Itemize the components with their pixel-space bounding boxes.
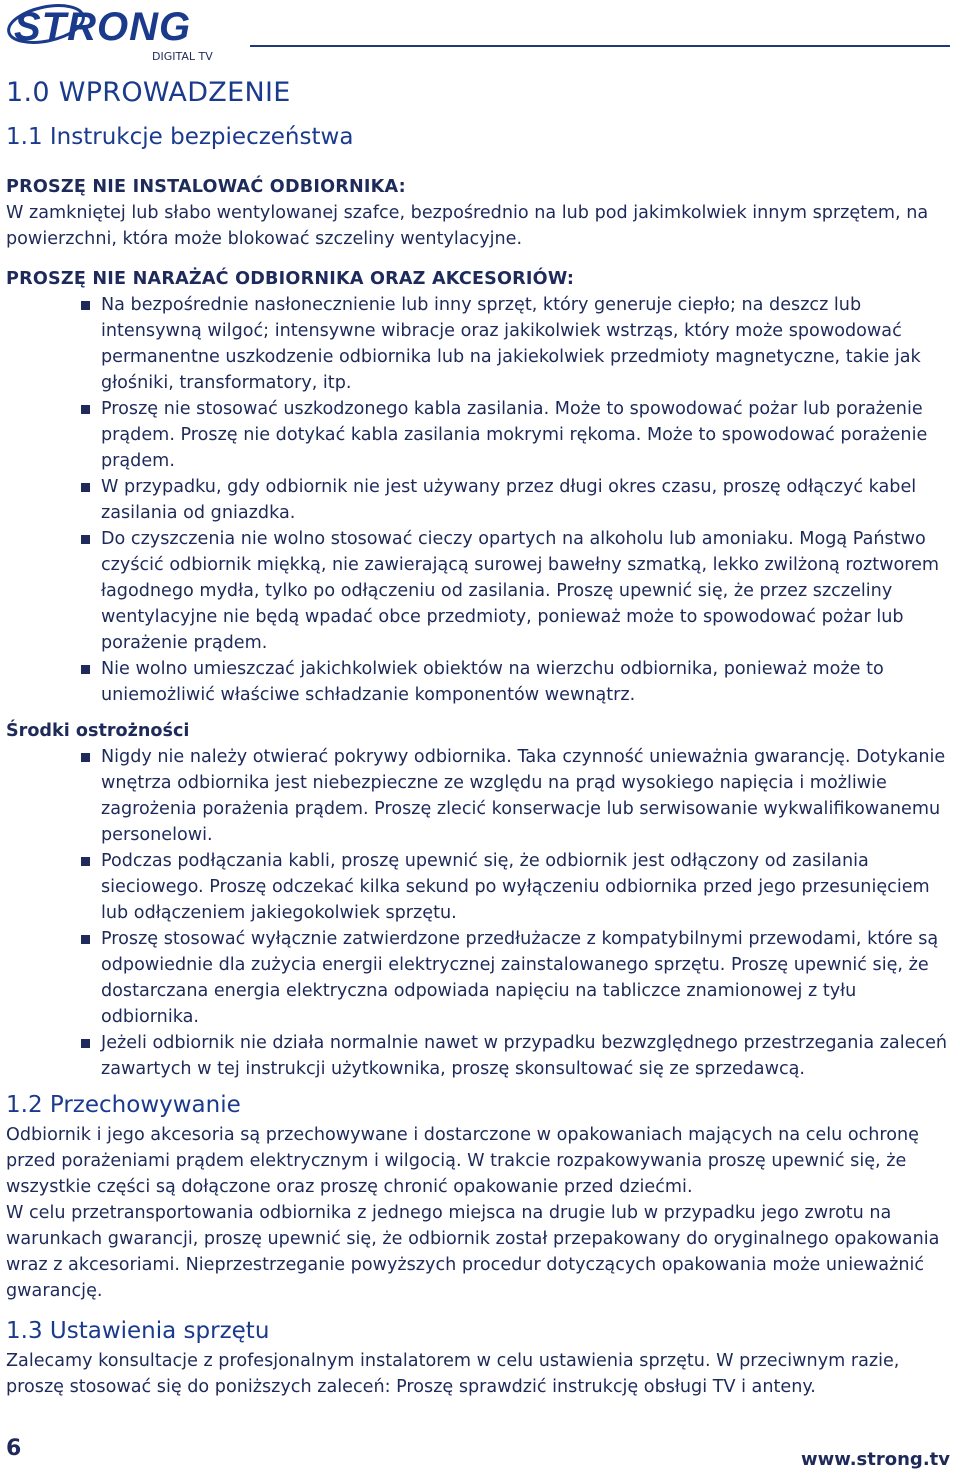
list-item: Podczas podłączania kabli, proszę upewnić się, że odbiornik jest odłączony od zasilania sieciowego. Proszę odczekać kilka sekund po wyłączeniu odbiornika przed jego przesunięciem lub odłączeniem jakiegokolwiek sprzętu. xyxy=(101,848,951,926)
install-text: W zamkniętej lub słabo wentylowanej szafce, bezpośrednio na lub pod jakimkolwiek innym sprzętem, na powierzchni, która może blokować szczeliny wentylacyjne. xyxy=(6,203,929,249)
bullet-square-icon xyxy=(81,1039,90,1048)
list-item: Do czyszczenia nie wolno stosować cieczy opartych na alkoholu lub amoniaku. Mogą Państwo czyścić odbiornik miękką, nie zawierającą surowej bawełny szmatką, lekko zwilżoną roztworem łagodnego mydła, tylko po odłączeniu od zasilania. Proszę upewnić się, że przez szczeliny wentylacyjne nie będą wpadać obce przedmioty, ponieważ może to spowodować pożar lub porażenie prądem. xyxy=(101,526,951,656)
section-title-storage: 1.2 Przechowywanie xyxy=(6,1092,241,1118)
expose-list xyxy=(6,292,951,708)
list-item: Proszę nie stosować uszkodzonego kabla zasilania. Może to spowodować pożar lub porażenie prądem. Proszę nie dotykać kabla zasilania mokrymi rękoma. Może to spowodować porażenie prądem. xyxy=(101,396,951,474)
list-item: Proszę stosować wyłącznie zatwierdzone przedłużacze z kompatybilnymi przewodami, które są odpowiednie dla zużycia energii elektrycznej zainstalowanego sprzętu. Proszę upewnić się, że dostarczana energia elektryczna odpowiada napięciu na tabliczce znamionowej z tyłu odbiornika. xyxy=(101,926,951,1030)
list-item: Nie wolno umieszczać jakichkolwiek obiektów na wierzchu odbiornika, ponieważ może to uniemożliwić właściwe schładzanie komponentów wewnątrz. xyxy=(101,656,951,708)
footer-url: www.strong.tv xyxy=(800,1449,950,1470)
logo-wordmark: STRONG xyxy=(14,5,192,49)
precautions-list xyxy=(6,744,951,1082)
storage-paragraph-2: W celu przetransportowania odbiornika z jednego miejsca na drugie lub w przypadku jego zwrotu na warunkach gwarancji, proszę upewnić się, że odbiornik został przepakowany do oryginalnego opakowania wraz z akcesoriami. Nieprzestrzeganie powyższych procedur dotyczących opakowania może unieważnić gwarancję. xyxy=(6,1203,940,1301)
bullet-square-icon xyxy=(81,935,90,944)
install-heading: PROSZĘ NIE INSTALOWAĆ ODBIORNIKA: xyxy=(6,177,406,197)
section-title-setup: 1.3 Ustawienia sprzętu xyxy=(6,1318,270,1344)
list-item: W przypadku, gdy odbiornik nie jest używany przez długi okres czasu, proszę odłączyć kabel zasilania od gniazdka. xyxy=(101,474,951,526)
page-content xyxy=(6,174,951,1400)
logo-subtext: DIGITAL TV xyxy=(152,50,213,63)
chapter-title: 1.0 WPROWADZENIE xyxy=(6,77,291,108)
bullet-square-icon xyxy=(81,665,90,674)
bullet-square-icon xyxy=(81,301,90,310)
bullet-square-icon xyxy=(81,483,90,492)
bullet-square-icon xyxy=(81,535,90,544)
section-title-safety: 1.1 Instrukcje bezpieczeństwa xyxy=(6,124,354,150)
bullet-square-icon xyxy=(81,857,90,866)
storage-paragraph-1: Odbiornik i jego akcesoria są przechowywane i dostarczone w opakowaniach mających na celu ochronę przed porażeniami prądem elektrycznym i wilgocią. W trakcie rozpakowywania proszę upewnić się, że wszystkie części są dołączone oraz proszę chronić opakowanie przed dziećmi. xyxy=(6,1125,920,1197)
page-number: 6 xyxy=(6,1436,22,1461)
expose-heading: PROSZĘ NIE NARAŻAĆ ODBIORNIKA ORAZ AKCESORIÓW: xyxy=(6,269,575,289)
bullet-square-icon xyxy=(81,405,90,414)
strong-logo xyxy=(6,2,221,64)
list-item: Na bezpośrednie nasłonecznienie lub inny sprzęt, który generuje ciepło; na deszcz lub intensywną wilgoć; intensywne wibracje oraz jakikolwiek wstrząs, który może spowodować permanentne uszkodzenie odbiornika lub na jakiekolwiek przedmioty magnetyczne, takie jak głośniki, transformatory, itp. xyxy=(101,292,951,396)
list-item: Jeżeli odbiornik nie działa normalnie nawet w przypadku bezwzględnego przestrzegania zaleceń zawartych w tej instrukcji użytkownika, proszę skonsultować się ze sprzedawcą. xyxy=(101,1030,951,1082)
precautions-heading: Środki ostrożności xyxy=(6,721,190,741)
header-rule xyxy=(250,45,950,47)
list-item: Nigdy nie należy otwierać pokrywy odbiornika. Taka czynność unieważnia gwarancję. Dotykanie wnętrza odbiornika jest niebezpieczne ze względu na prąd wysokiego napięcia i możliwie zagrożenia porażenia prądem. Proszę zlecić konserwacje lub serwisowanie wykwalifikowanemu personelowi. xyxy=(101,744,951,848)
setup-paragraph: Zalecamy konsultacje z profesjonalnym instalatorem w celu ustawienia sprzętu. W przeciwnym razie, proszę stosować się do poniższych zaleceń: Proszę sprawdzić instrukcję obsługi TV i anteny. xyxy=(6,1351,900,1397)
bullet-square-icon xyxy=(81,753,90,762)
